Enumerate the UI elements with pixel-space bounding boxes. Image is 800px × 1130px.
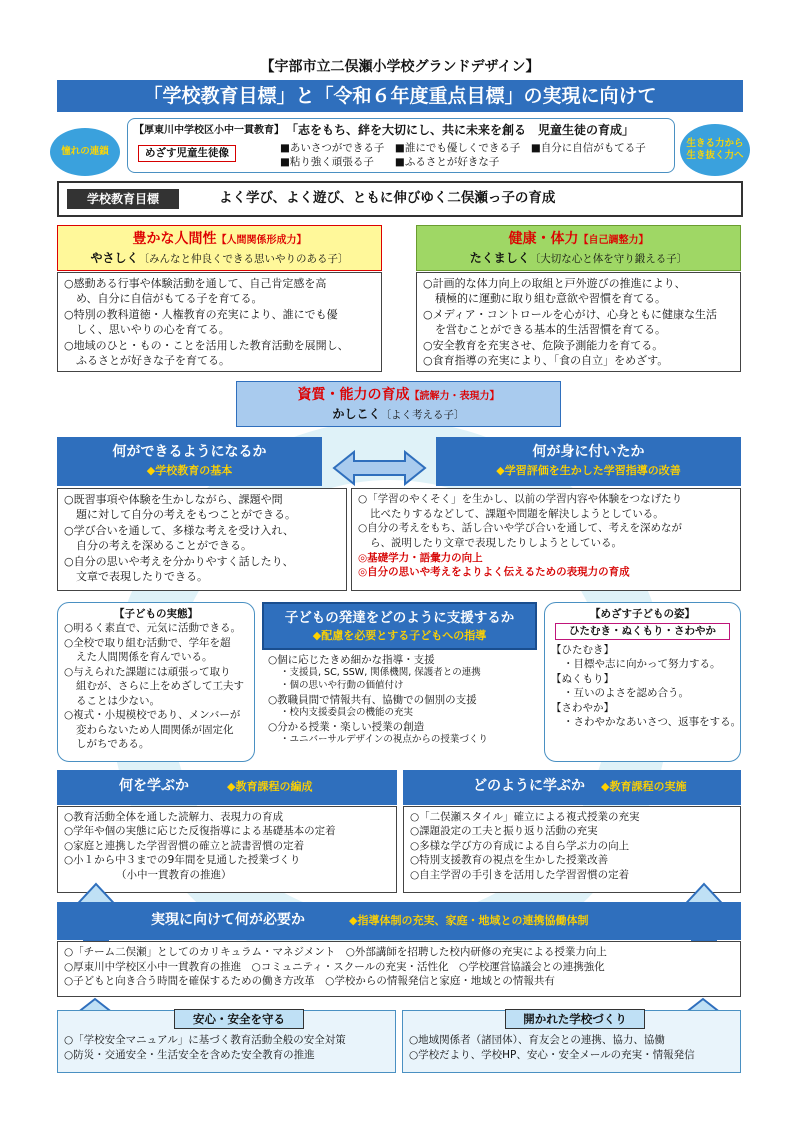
what-learn-line: ○学年や個の実態に応じた反復指導による基礎基本の定着 xyxy=(64,825,336,838)
ideal-line: 【さわやか】 xyxy=(551,701,614,714)
what-learn-sub: ◆教育課程の編成 xyxy=(227,780,313,793)
health-line: ○メディア・コントロールを心がけ、心身ともに健康な生活 xyxy=(423,307,718,321)
children-line: ○与えられた課題には頑張って取り xyxy=(64,665,231,678)
ideal-child-box xyxy=(544,602,741,762)
humanity-line: ○地域のひと・もの・ことを活用した教育活動を展開し、 xyxy=(64,338,349,352)
health-line: ○安全教育を充実させ、危険予測能力を育てる。 xyxy=(423,338,664,352)
health-header xyxy=(416,225,741,271)
support-line: ○個に応じたきめ細かな指導・支援 xyxy=(268,654,435,666)
ideal-line: 【ひたむき】 xyxy=(551,643,614,656)
health-line: を営むことができる基本的生活習慣を育てる。 xyxy=(435,323,666,337)
what-learn-title: 何を学ぶか xyxy=(119,778,189,794)
what-learn-line: ○教育活動全体を通した読解力、表現力の育成 xyxy=(64,811,284,823)
support-sub: ◆配慮を必要とする子どもへの指導 xyxy=(312,628,487,642)
health-line: ○食育指導の充実により、「食の自立」をめざす。 xyxy=(423,353,669,367)
support-line: ・ユニバーサルデザインの視点からの授業づくり xyxy=(280,733,488,745)
support-body xyxy=(262,651,537,761)
ability-sub-bold: かしこく xyxy=(332,406,381,421)
how-learn-line: ○特別支援教育の視点を生かした授業改善 xyxy=(410,854,609,867)
ideal-child-title: 【めざす子どもの姿】 xyxy=(590,608,695,620)
humanity-line: め、自分に自信がもてる子を育てる。 xyxy=(76,292,263,306)
page-subtitle: 【宇部市立二俣瀬小学校グランドデザイン】 xyxy=(260,59,540,75)
needed-header xyxy=(57,902,741,940)
safety-line: ○「学校安全マニュアル」に基づく教育活動全般の安全対策 xyxy=(64,1034,346,1046)
support-title: 子どもの発達をどのように支援するか xyxy=(284,610,515,626)
support-line: ○分かる授業・楽しい授業の創造 xyxy=(268,720,425,733)
life-skills-oval: 生きる力から 生き抜く力へ xyxy=(680,124,750,176)
support-line: ・支援員, SC, SSW, 関係機関, 保護者との連携 xyxy=(280,667,481,679)
health-sub-bold: たくましく xyxy=(469,250,530,265)
health-sub: 〔大切な心と体を守り鍛える子〕 xyxy=(529,252,688,265)
can-do-line: 題に対して自分の考えをもつことができる。 xyxy=(76,508,296,522)
school-goal-label: 学校教育目標 xyxy=(67,189,179,209)
support-line: ・個の思いや行動の価値付け xyxy=(280,679,404,691)
needed-line: ○「チーム二俣瀬」としてのカリキュラム・マネジメント ○外部講師を招聘した校内研修の充実による授業力向上 xyxy=(64,946,607,958)
acquired-body xyxy=(351,488,741,591)
acquired-red-line: ◎基礎学力・語彙力の向上 xyxy=(358,551,483,564)
can-do-sub: ◆学校教育の基本 xyxy=(146,463,233,477)
acquired-line: ○「学習のやくそく」を生かし、以前の学習内容や体験をつなげたり xyxy=(358,493,683,505)
acquired-title: 何が身に付いたか xyxy=(532,444,645,460)
can-do-line: 自分の考えを深めることができる。 xyxy=(76,539,252,553)
acquired-red-line: ◎自分の思いや考えをよりよく伝えるための表現力の育成 xyxy=(358,566,630,579)
ideal-line: ・さわやかなあいさつ、返事をする。 xyxy=(563,716,742,729)
children-line: 変わらないため人間関係が固定化 xyxy=(76,723,234,736)
safety-title: 安心・安全を守る xyxy=(174,1009,304,1029)
can-do-body xyxy=(57,488,347,591)
needed-line: ○厚東川中学校区小中一貫教育の推進 ○コミュニティ・スクールの充実・活性化 ○学校運営協議会との連携強化 xyxy=(64,960,605,973)
support-line: ・校内支援委員会の機能の充実 xyxy=(280,706,414,718)
humanity-line: しく、思いやりの心を育てる。 xyxy=(76,323,230,337)
safety-line: ○防災・交通安全・生活安全を含めた安全教育の推進 xyxy=(64,1049,315,1062)
can-do-line: ○自分の思いや考えを分かりやすく話したり、 xyxy=(64,554,294,568)
longing-chain-oval: 憧れの連鎖 xyxy=(50,128,120,176)
how-learn-line: ○多様な学び方の育成による自ら学ぶ力の向上 xyxy=(410,839,630,852)
how-learn-title: どのように学ぶか xyxy=(473,778,585,794)
vision-program: 【厚東川中学校区小中一貫教育】 xyxy=(134,125,284,136)
how-learn-body xyxy=(403,806,741,893)
vision-box xyxy=(127,118,675,173)
acquired-line: ○自分の考えをもち、話し合いや学び合いを通して、考えを深めなが xyxy=(358,522,682,535)
ability-box xyxy=(236,381,561,427)
humanity-line: ○感動ある行事や体験活動を通して、自己肯定感を高 xyxy=(64,277,327,290)
children-line: 組むが、さらに上をめざして工夫す xyxy=(76,680,244,693)
open-school-box xyxy=(402,1010,741,1073)
health-title: 健康・体力 xyxy=(508,231,579,247)
acquired-line: ら、説明したり文章で表現したりしようとしている。 xyxy=(370,537,622,550)
humanity-title: 豊かな人間性 xyxy=(132,231,217,247)
open-school-line: ○地域関係者（諸団体）、育友会との連携、協力、協働 xyxy=(409,1034,665,1046)
needed-body xyxy=(57,941,741,997)
how-learn-line: ○「二俣瀬スタイル」確立による複式授業の充実 xyxy=(410,811,640,823)
ideal-keywords: ひたむき・ぬくもり・さわやか xyxy=(555,623,730,639)
ideal-line: 【ぬくもり】 xyxy=(551,672,614,685)
what-learn-line: ○家庭と連携した学習習慣の確立と読書習慣の定着 xyxy=(64,839,305,852)
open-school-line: ○学校だより、学校HP、安心・安全メールの充実・情報発信 xyxy=(409,1049,695,1062)
ability-title: 資質・能力の育成 xyxy=(297,387,410,403)
humanity-tag: 【人間関係形成力】 xyxy=(216,235,307,246)
how-learn-header xyxy=(403,770,741,805)
school-goal-box xyxy=(57,181,743,217)
what-learn-line: （小中一貫教育の推進） xyxy=(116,868,232,881)
acquired-header xyxy=(436,437,741,486)
children-state-title: 【子どもの実態】 xyxy=(114,608,198,620)
can-do-header xyxy=(57,437,322,486)
what-learn-line: ○小１から中３までの9年間を見通した授業づくり xyxy=(64,854,301,867)
ideal-line: ・目標や志に向かって努力する。 xyxy=(563,658,721,671)
page-title: 「学校教育目標」と「令和６年度重点目標」の実現に向けて xyxy=(57,80,743,112)
how-learn-line: ○課題設定の工夫と振り返り活動の充実 xyxy=(410,825,598,838)
ability-sub: 〔よく考える子〕 xyxy=(380,408,465,421)
needed-line: ○子どもと向き合う時間を確保するための働き方改革 ○学校からの情報発信と家庭・地域との情報共有 xyxy=(64,975,555,988)
school-goal-text: よく学び、よく遊び、ともに伸びゆく二俣瀬っ子の育成 xyxy=(219,190,556,206)
humanity-line: ふるさとが好きな子を育てる。 xyxy=(76,353,230,367)
how-learn-line: ○自主学習の手引きを活用した学習習慣の定着 xyxy=(410,868,630,881)
needed-sub: ◆指導体制の充実、家庭・地域との連携協働体制 xyxy=(349,914,589,927)
humanity-body xyxy=(57,272,382,372)
children-line: ○明るく素直で、元気に活動できる。 xyxy=(64,622,241,635)
children-line: ○全校で取り組む活動で、学年を超 xyxy=(64,636,231,649)
support-header xyxy=(262,602,537,650)
open-school-title: 開かれた学校づくり xyxy=(505,1009,645,1029)
double-arrow-icon xyxy=(332,448,427,488)
health-tag: 【自己調整力】 xyxy=(578,235,649,246)
health-line: ○計画的な体力向上の取組と戸外遊びの推進により、 xyxy=(423,277,686,290)
can-do-line: 文章で表現したりできる。 xyxy=(76,569,208,583)
health-line: 積極的に運動に取り組む意欲や習慣を育てる。 xyxy=(435,292,666,306)
health-body xyxy=(416,272,741,372)
mezasu-label: めざす児童生徒像 xyxy=(138,145,236,162)
needed-title: 実現に向けて何が必要か xyxy=(151,912,305,928)
what-learn-body xyxy=(57,806,397,893)
ideal-line: ・互いのよさを認め合う。 xyxy=(563,687,689,700)
can-do-line: ○既習事項や体験を生かしながら、課題や問 xyxy=(64,493,283,506)
children-line: えた人間関係を育んでいる。 xyxy=(76,651,213,664)
how-learn-sub: ◆教育課程の実施 xyxy=(601,780,687,793)
what-learn-header xyxy=(57,770,397,805)
ability-tag: 【読解力・表現力】 xyxy=(409,391,500,402)
safety-box xyxy=(57,1010,396,1073)
children-state-box xyxy=(57,602,255,762)
vision-items-row2: ■粘り強く頑張る子 ■ふるさとが好きな子 xyxy=(280,156,500,168)
can-do-title: 何ができるようになるか xyxy=(112,444,267,460)
vision-slogan: 「志をもち、絆を大切にし、共に未来を創る 児童生徒の育成」 xyxy=(286,123,635,137)
support-line: ○教職員間で情報共有、協働での個別の支援 xyxy=(268,693,477,706)
humanity-line: ○特別の教科道徳・人権教育の充実により、誰にでも優 xyxy=(64,307,338,321)
children-line: しがちである。 xyxy=(76,738,150,751)
humanity-sub: 〔みんなと仲良くできる思いやりのある子〕 xyxy=(138,252,349,265)
acquired-line: 比べたりするなどして、課題や問題を解決しようとしている。 xyxy=(370,507,664,520)
can-do-line: ○学び合いを通して、多様な考えを受け入れ、 xyxy=(64,523,295,537)
humanity-header xyxy=(57,225,382,271)
humanity-sub-bold: やさしく xyxy=(90,250,139,265)
acquired-sub: ◆学習評価を生かした学習指導の改善 xyxy=(496,463,681,477)
children-line: ○複式・小規模校であり、メンバーが xyxy=(64,709,241,722)
vision-items-row1: ■あいさつができる子 ■誰にでも優しくできる子 ■自分に自信がもてる子 xyxy=(280,142,646,154)
children-line: ることは少ない。 xyxy=(76,694,160,707)
